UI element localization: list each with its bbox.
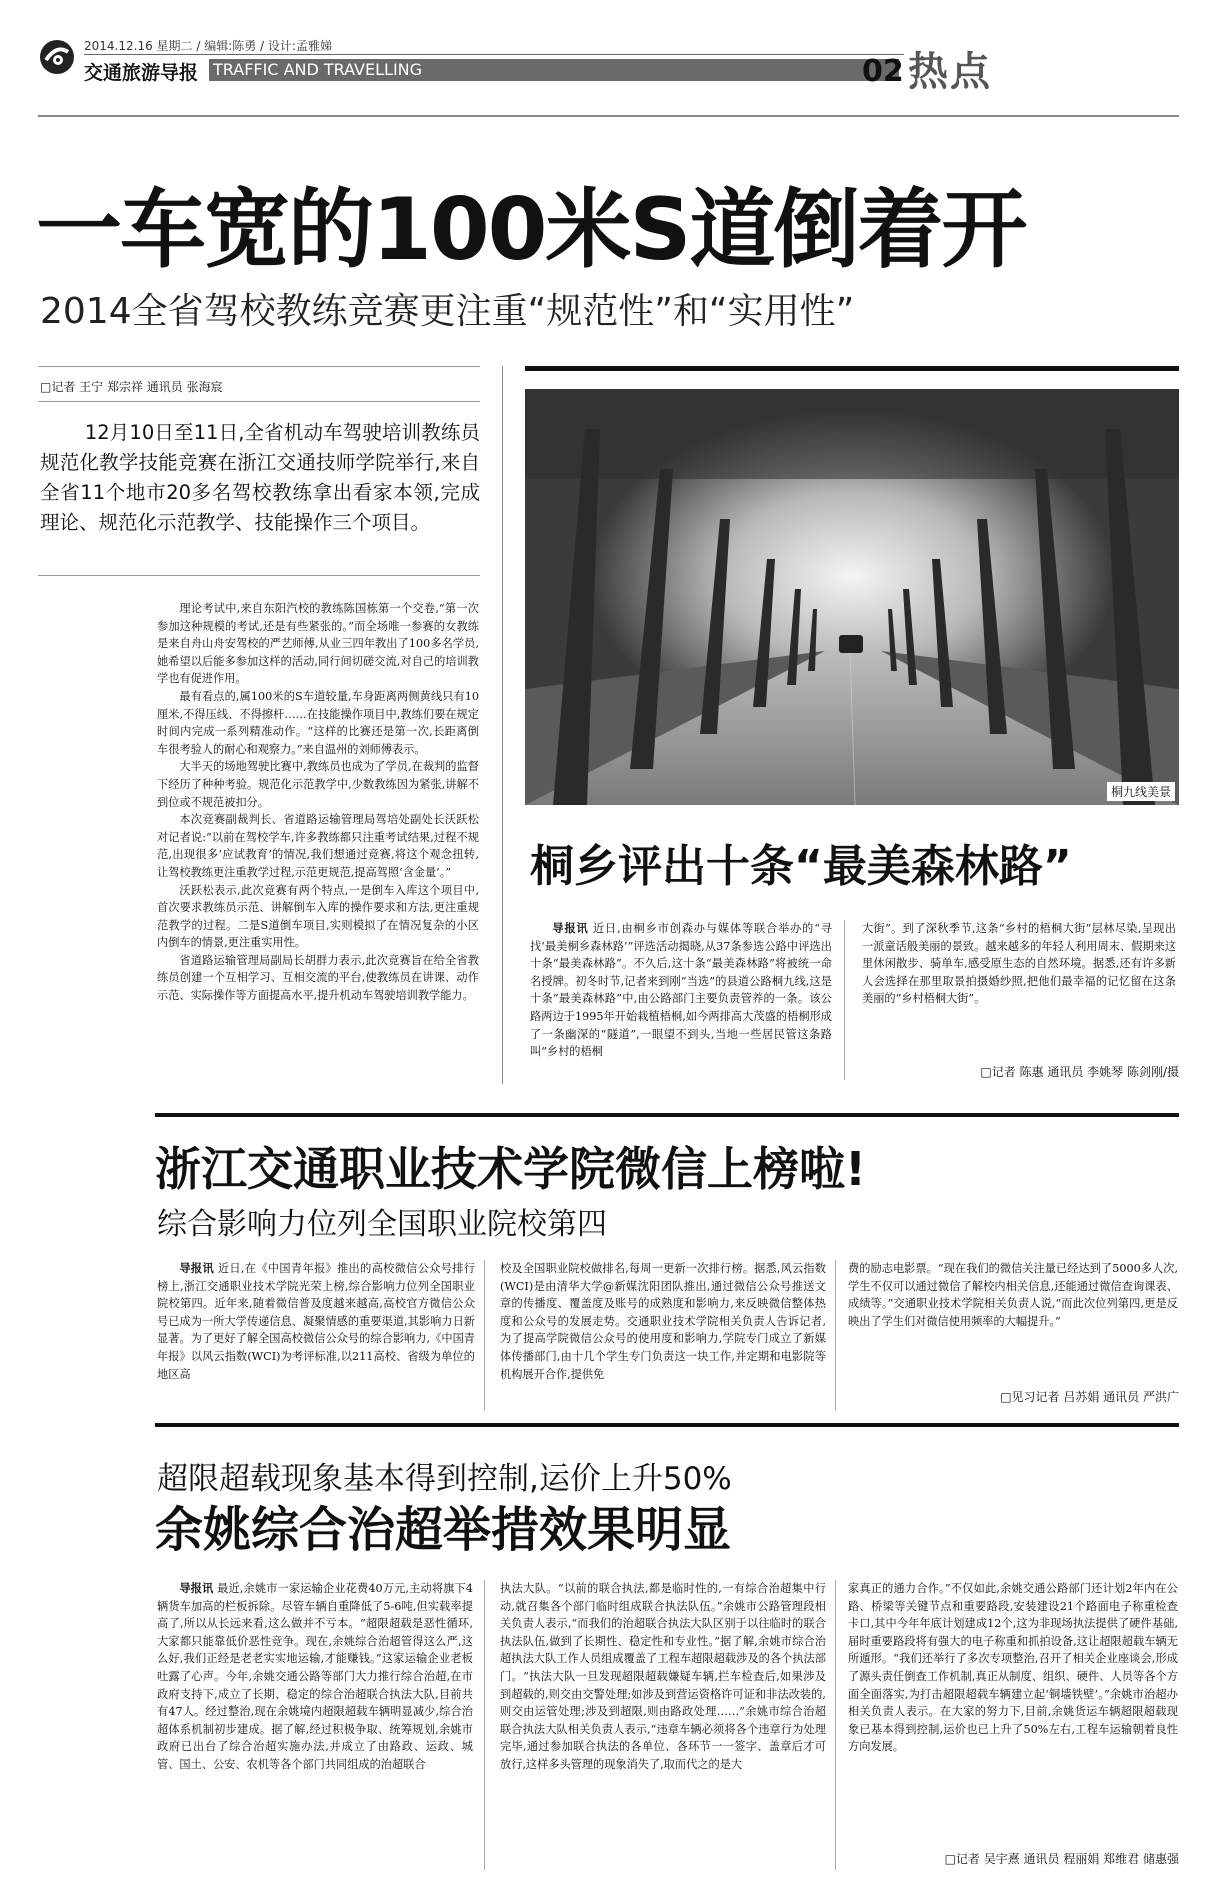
story2-photo-caption: 桐九线美景 bbox=[1107, 782, 1175, 801]
story1-paragraph: 省道路运输管理局副局长胡群力表示,此次竞赛旨在给全省教练员创建一个互相学习、互相交流的平台,使教练员在讲课、动作示范、实际操作等方面提高水平,提升机动车驾驶培训教学能力。 bbox=[157, 953, 479, 1003]
story4-kicker: 超限超载现象基本得到控制,运价上升50% bbox=[157, 1461, 732, 1497]
story3-byline: □见习记者 吕苏娟 通讯员 严洪广 bbox=[1000, 1390, 1179, 1404]
story2-column-1 bbox=[530, 920, 832, 1061]
story4-column-3 bbox=[848, 1580, 1178, 1756]
story1-paragraph: 沃跃松表示,此次竞赛有两个特点,一是倒车入库这个项目中,首次要求教练员示范、讲解倒车入库的操作要求和方法,更注重规范教学的过程。二是S道倒车项目,实则模拟了在情况复杂的小区内倒车的情景,更注重实用性。 bbox=[157, 883, 479, 950]
story1-paragraph: 最有看点的,属100米的S车道较量,车身距离两侧黄线只有10厘米,不得压线、不得擦杆……在技能操作项目中,教练们要在规定时间内完成一系列精准动作。“这样的比赛还是第一次,长距离倒车很考验人的耐心和观察力。”来自温州的刘师傅表示。 bbox=[157, 689, 479, 756]
story2-column-text: 近日,由桐乡市创森办与媒体等联合举办的“寻找‘最美桐乡森林路’”评选活动揭晓,从37条参选公路中评选出十条“最美森林路”。不久后,这十条“最美森林路”将被统一命名授牌。初冬时节,记者来到刚“当选”的县道公路桐九线,这是十条“最美森林路”中,由公路部门主要负责管养的一条。该公路两边于1995年开始栽植梧桐,如今两排高大茂盛的梧桐形成了一条幽深的“隧道”,一眼望不到头,当地一些居民管这条路叫“乡村的梧桐 bbox=[530, 922, 832, 1059]
english-name-banner bbox=[209, 59, 899, 81]
story4-byline: □记者 吴宇熹 通讯员 程丽娟 郑维君 储惠强 bbox=[944, 1852, 1179, 1866]
story4-column-text: 最近,余姚市一家运输企业花费40万元,主动将旗下4辆货车加高的栏板拆除。尽管车辆自重降低了5-6吨,但实载率提高了,所以从长远来看,这么做并不亏本。“超限超载是恶性循环,大家都只能靠低价恶性竞争。现在,余姚综合治超管得这么严,这么好,我们正经是老老实实地运输,才能赚钱。”这家运输企业老板吐露了心声。今年,余姚交通公路等部门大力推行综合治超,在市政府支持下,成立了长期、稳定的综合治超联合执法大队,目前共有47人。经过整治,现在余姚境内超限超载车辆明显减少,综合治超体系机制初步建成。据了解,经过积极争取、统筹规划,余姚市政府已出台了综合治超实施办法,并成立了由路政、运政、城管、国土、公安、农机等各个部门共同组成的治超联合 bbox=[157, 1582, 473, 1771]
story3-column-text: 费的励志电影票。“现在我们的微信关注量已经达到了5000多人次,学生不仅可以通过微信了解校内相关信息,还能通过微信查询课表、成绩等。”交通职业技术学院相关负责人说,“而此次位列第四,更是反映出了学生们对微信使用频率的大幅提升。” bbox=[848, 1262, 1178, 1328]
paper-name: 交通旅游导报 bbox=[84, 62, 199, 84]
story4-headline: 余姚综合治超举措效果明显 bbox=[155, 1502, 732, 1558]
story1-lead: 12月10日至11日,全省机动车驾驶培训教练员规范化教学技能竞赛在浙江交通技师学院举行,来自全省11个地市20多名驾校教练拿出看家本领,完成理论、规范化示范教学、技能操作三个项目。 bbox=[40, 421, 480, 534]
car-on-road bbox=[839, 635, 863, 653]
story3-lead-label: 导报讯 bbox=[179, 1261, 214, 1275]
story1-paragraph: 本次竞赛副裁判长、省道路运输管理局驾培处副处长沃跃松对记者说:“以前在驾校学车,许多教练都只注重考试结果,过程不规范,出现很多‘应试教育’的情况,我们想通过竞赛,将这个观念扭转,让驾校教练更注重教学过程,示范更规范,提高驾照‘含金量’。” bbox=[157, 813, 479, 879]
story3-column-text: 近日,在《中国青年报》推出的高校微信公众号排行榜上,浙江交通职业技术学院光荣上榜,综合影响力位列全国职业院校第四。近年来,随着微信普及度越来越高,高校官方微信公众号已成为一所大学传递信息、凝聚情感的重要渠道,其影响力日新显著。为了更好了解全国高校微信公众号的综合影响力,《中国青年报》以风云指数(WCI)为考评标准,以211高校、省级为单位的地区高 bbox=[157, 1262, 475, 1381]
newspaper-logo-icon bbox=[38, 38, 76, 76]
story3-column-1 bbox=[157, 1260, 475, 1383]
story1-body bbox=[157, 600, 479, 1005]
dateline: 2014.12.16 星期二 / 编辑:陈勇 / 设计:孟雅娣 bbox=[84, 39, 332, 53]
section-name: 热点 bbox=[908, 49, 992, 95]
english-name: TRAFFIC AND TRAVELLING bbox=[213, 60, 423, 79]
story1-subhead: 2014全省驾校教练竞赛更注重“规范性”和“实用性” bbox=[40, 291, 855, 332]
story2-photo bbox=[525, 389, 1179, 805]
story3-subhead: 综合影响力位列全国职业院校第四 bbox=[157, 1207, 607, 1242]
story4-column-text: 执法大队。“以前的联合执法,都是临时性的,一有综合治超集中行动,就召集各个部门临时组成联合执法队伍。”余姚市公路管理段相关负责人表示,“而我们的治超联合执法大队区别于以往临时的联合执法队伍,做到了长期性、稳定性和专业性。”据了解,余姚市综合治超执法大队工作人员组成覆盖了工程车超限超载涉及的各个执法部门。“执法大队一旦发现超限超载嫌疑车辆,拦车检查后,如果涉及到超载的,则交由交警处理;如涉及到营运资格许可证和非法改装的,则交由运管处理;涉及到超限,则由路政处理……”余姚市综合治超联合执法大队相关负责人表示,“违章车辆必须将各个违章行为处理完毕,通过参加联合执法的各单位、各环节一一签字、盖章后才可放行,这样多头管理的现象消失了,取而代之的是大 bbox=[500, 1582, 826, 1771]
story1-paragraph: 大半天的场地驾驶比赛中,教练员也成为了学员,在裁判的监督下经历了种种考验。规范化示范教学中,少数教练因为紧张,讲解不到位或不规范被扣分。 bbox=[157, 760, 479, 809]
story4-column-2 bbox=[500, 1580, 826, 1774]
story1-byline: □记者 王宁 郑宗祥 通讯员 张海宸 bbox=[40, 380, 223, 394]
story4-lead-label: 导报讯 bbox=[179, 1581, 214, 1595]
story3-column-3 bbox=[848, 1260, 1178, 1330]
story2-column-text: 大街”。到了深秋季节,这条“乡村的梧桐大街”层林尽染,呈现出一派童话般美丽的景致。越来越多的年轻人利用周末、假期来这里休闲散步、骑单车,感受原生态的自然环境。据悉,还有许多新人会选择在那里取景拍摄婚纱照,把他们最幸福的记忆留在这条美丽的“乡村梧桐大街”。 bbox=[862, 922, 1176, 1006]
tree-tunnel-road-image bbox=[525, 389, 1179, 805]
story3-column-text: 校及全国职业院校做排名,每周一更新一次排行榜。据悉,风云指数(WCI)是由清华大学@新媒沈阳团队推出,通过微信公众号推送文章的传播度、覆盖度及账号的成熟度和影响力,来反映微信整体热度和公众号的发展走势。交通职业技术学院相关负责人告诉记者,为了提高学院微信公众号的使用度和影响力,学院专门成立了新媒体传播部门,由十几个学生专门负责这一块工作,并定期和电影院等机构展开合作,提供免 bbox=[500, 1262, 826, 1381]
story2-lead-label: 导报讯 bbox=[552, 921, 589, 935]
story2-byline: □记者 陈惠 通讯员 李姚琴 陈剑刚/摄 bbox=[980, 1065, 1179, 1079]
story4-column-text: 家真正的通力合作。”不仅如此,余姚交通公路部门还计划2年内在公路、桥梁等关键节点和重要路段,安装建设21个路面电子称重检查卡口,其中今年年底计划建成12个,这为非现场执法提供了硬件基础,届时重要路段将有强大的电子称重和抓拍设备,这让超限超载车辆无所遁形。“我们还举行了多次专项整治,召开了相关企业座谈会,形成了源头责任倒查工作机制,真正从制度、组织、硬件、人员等各个方面全面落实,为打击超限超载车辆建立起‘铜墙铁壁’。”余姚市治超办相关负责人表示。在大家的努力下,目前,余姚货运车辆超限超载现象已基本得到控制,运价也已上升了50%左右,工程车运输朝着良性方向发展。 bbox=[848, 1582, 1178, 1754]
story2-column-2 bbox=[862, 920, 1176, 1008]
story2-headline: 桐乡评出十条“最美森林路” bbox=[530, 841, 1072, 892]
masthead bbox=[38, 38, 1179, 128]
story3-headline: 浙江交通职业技术学院微信上榜啦! bbox=[155, 1142, 866, 1196]
page-number: 02 bbox=[862, 54, 904, 89]
story3-column-2 bbox=[500, 1260, 826, 1383]
story1-headline: 一车宽的100米S道倒着开 bbox=[36, 180, 1026, 280]
story1-paragraph: 理论考试中,来自东阳汽校的教练陈国栋第一个交卷,“第一次参加这种规模的考试,还是有些紧张的。”而全场唯一参赛的女教练是来自舟山舟安驾校的严艺师傅,从业三四年教出了100多名学员,她希望以后能多参加这样的活动,同行间切磋交流,对自己的培训教学也有促进作用。 bbox=[157, 602, 479, 686]
story4-column-1 bbox=[157, 1580, 473, 1774]
